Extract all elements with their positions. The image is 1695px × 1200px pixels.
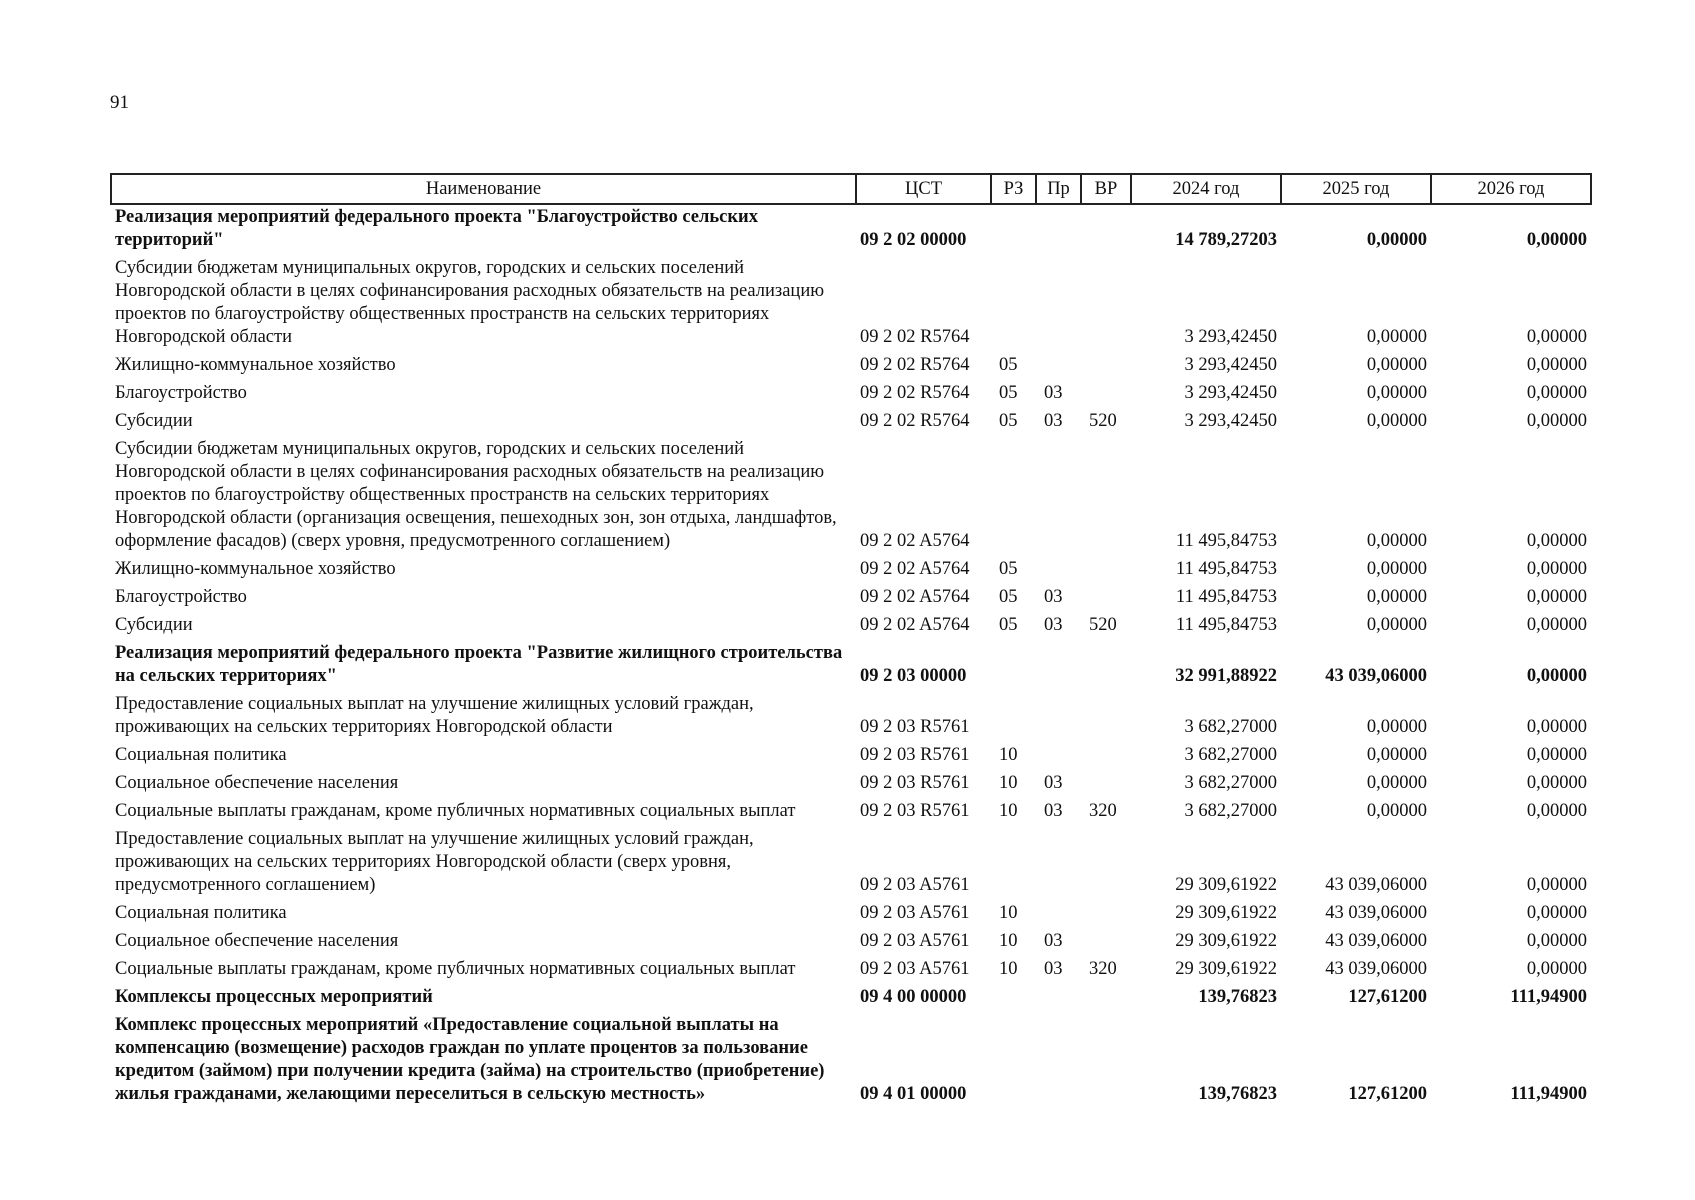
header-vr: ВР — [1081, 174, 1131, 204]
header-cst: ЦСТ — [856, 174, 991, 204]
cell-rz — [991, 641, 1036, 692]
header-pr: Пр — [1036, 174, 1081, 204]
cell-pr: 03 — [1044, 615, 1063, 635]
cell-vr — [1081, 929, 1131, 957]
cell-vr — [1081, 743, 1131, 771]
cell-2026: 0,00000 — [1526, 383, 1587, 403]
cell-name: Благоустройство — [115, 383, 247, 403]
cell-rz: 05 — [999, 411, 1018, 431]
cell-pr — [1036, 827, 1081, 901]
cell-pr — [1036, 204, 1081, 256]
cell-2026: 0,00000 — [1526, 531, 1587, 551]
cell-2024: 139,76823 — [1198, 1084, 1277, 1104]
cell-2025: 0,00000 — [1366, 615, 1427, 635]
cell-name: Субсидии бюджетам муниципальных округов, городских и сельских поселений Новгородской области в целях софинансирования расходных обязательств на реализацию проектов по благоустройству общественных пространств на сельских территориях Новгородской области — [115, 258, 825, 347]
cell-pr — [1036, 641, 1081, 692]
cell-pr: 03 — [1044, 959, 1063, 979]
cell-vr — [1081, 381, 1131, 409]
table-row — [111, 585, 1591, 613]
cell-cst: 09 2 03 A5761 — [860, 903, 970, 923]
table-row — [111, 204, 1591, 256]
cell-rz: 10 — [999, 801, 1018, 821]
table-row — [111, 985, 1591, 1013]
cell-name: Субсидии — [115, 615, 193, 635]
cell-name: Предоставление социальных выплат на улучшение жилищных условий граждан, проживающих на сельских территориях Новгородской области (сверх уровня, предусмотренного соглашением) — [115, 829, 754, 895]
cell-vr — [1081, 771, 1131, 799]
cell-cst: 09 2 02 R5764 — [860, 411, 970, 431]
cell-name: Жилищно-коммунальное хозяйство — [115, 559, 396, 579]
cell-2026: 0,00000 — [1526, 931, 1587, 951]
cell-rz: 05 — [999, 383, 1018, 403]
cell-pr: 03 — [1044, 383, 1063, 403]
cell-cst: 09 4 01 00000 — [860, 1084, 967, 1104]
cell-2024: 3 293,42450 — [1184, 411, 1277, 431]
header-2024: 2024 год — [1131, 174, 1281, 204]
cell-vr — [1081, 204, 1131, 256]
cell-2025: 0,00000 — [1366, 230, 1427, 250]
cell-name: Субсидии бюджетам муниципальных округов, городских и сельских поселений Новгородской области в целях софинансирования расходных обязательств на реализацию проектов по благоустройству общественных пространств на сельских территориях Новгородской области (организация освещения, пешеходных зон, зон отдыха, ландшафтов, оформление фасадов) (сверх уровня, предусмотренного соглашением) — [115, 439, 837, 551]
cell-2024: 29 309,61922 — [1175, 959, 1277, 979]
cell-2025: 0,00000 — [1366, 801, 1427, 821]
cell-rz: 10 — [999, 773, 1018, 793]
cell-vr: 520 — [1089, 615, 1117, 635]
cell-cst: 09 2 03 A5761 — [860, 875, 970, 895]
cell-2025: 0,00000 — [1366, 355, 1427, 375]
cell-vr — [1081, 585, 1131, 613]
cell-rz — [991, 437, 1036, 557]
table-row — [111, 771, 1591, 799]
cell-rz: 10 — [999, 745, 1018, 765]
cell-2025: 127,61200 — [1348, 1084, 1427, 1104]
cell-rz: 10 — [999, 931, 1018, 951]
cell-2025: 0,00000 — [1366, 587, 1427, 607]
cell-pr: 03 — [1044, 801, 1063, 821]
cell-2026: 111,94900 — [1510, 1084, 1587, 1104]
cell-vr — [1081, 256, 1131, 353]
cell-2024: 3 293,42450 — [1184, 355, 1277, 375]
cell-cst: 09 2 02 R5764 — [860, 355, 970, 375]
cell-rz — [991, 827, 1036, 901]
table-row — [111, 437, 1591, 557]
cell-2026: 0,00000 — [1526, 587, 1587, 607]
cell-cst: 09 2 03 R5761 — [860, 773, 970, 793]
table-row — [111, 557, 1591, 585]
cell-rz: 05 — [999, 587, 1018, 607]
cell-2026: 0,00000 — [1526, 959, 1587, 979]
table-row — [111, 1013, 1591, 1110]
cell-rz: 05 — [999, 355, 1018, 375]
table-body — [111, 204, 1591, 1110]
cell-rz — [991, 1013, 1036, 1110]
table-row — [111, 957, 1591, 985]
cell-cst: 09 2 03 A5761 — [860, 959, 970, 979]
cell-pr: 03 — [1044, 931, 1063, 951]
cell-2024: 3 682,27000 — [1184, 745, 1277, 765]
cell-2024: 14 789,27203 — [1175, 230, 1277, 250]
header-2025: 2025 год — [1281, 174, 1431, 204]
cell-name: Социальные выплаты гражданам, кроме публичных нормативных социальных выплат — [115, 959, 796, 979]
cell-pr — [1036, 353, 1081, 381]
cell-2026: 0,00000 — [1526, 773, 1587, 793]
table-row — [111, 381, 1591, 409]
cell-pr — [1036, 437, 1081, 557]
cell-vr: 520 — [1089, 411, 1117, 431]
table-row — [111, 641, 1591, 692]
header-rz: РЗ — [991, 174, 1036, 204]
header-2026: 2026 год — [1431, 174, 1591, 204]
cell-name: Благоустройство — [115, 587, 247, 607]
cell-pr — [1036, 692, 1081, 743]
cell-cst: 09 2 02 R5764 — [860, 327, 970, 347]
table-row — [111, 353, 1591, 381]
cell-vr: 320 — [1089, 959, 1117, 979]
cell-2024: 32 991,88922 — [1175, 666, 1277, 686]
cell-vr — [1081, 901, 1131, 929]
cell-2024: 3 293,42450 — [1184, 327, 1277, 347]
cell-pr: 03 — [1044, 773, 1063, 793]
cell-rz: 05 — [999, 559, 1018, 579]
cell-pr — [1036, 256, 1081, 353]
cell-2026: 0,00000 — [1526, 559, 1587, 579]
cell-2026: 0,00000 — [1526, 411, 1587, 431]
cell-2024: 29 309,61922 — [1175, 875, 1277, 895]
table-row — [111, 692, 1591, 743]
cell-2025: 127,61200 — [1348, 987, 1427, 1007]
cell-2026: 0,00000 — [1526, 801, 1587, 821]
cell-vr: 320 — [1089, 801, 1117, 821]
cell-2024: 3 293,42450 — [1184, 383, 1277, 403]
cell-cst: 09 4 00 00000 — [860, 987, 967, 1007]
cell-2024: 3 682,27000 — [1184, 717, 1277, 737]
cell-2026: 0,00000 — [1526, 717, 1587, 737]
table-row — [111, 901, 1591, 929]
header-name: Наименование — [111, 174, 856, 204]
table-row — [111, 256, 1591, 353]
cell-2024: 11 495,84753 — [1175, 615, 1277, 635]
cell-pr: 03 — [1044, 587, 1063, 607]
cell-vr — [1081, 1013, 1131, 1110]
cell-2026: 0,00000 — [1526, 903, 1587, 923]
cell-name: Социальное обеспечение населения — [115, 773, 399, 793]
cell-name: Жилищно-коммунальное хозяйство — [115, 355, 396, 375]
cell-2026: 0,00000 — [1526, 327, 1587, 347]
budget-table — [110, 173, 1592, 1110]
cell-vr — [1081, 692, 1131, 743]
cell-2026: 0,00000 — [1526, 666, 1587, 686]
cell-cst: 09 2 02 A5764 — [860, 559, 970, 579]
cell-vr — [1081, 641, 1131, 692]
table-row — [111, 409, 1591, 437]
cell-cst: 09 2 03 R5761 — [860, 717, 970, 737]
table-row — [111, 613, 1591, 641]
cell-2024: 11 495,84753 — [1175, 531, 1277, 551]
cell-2025: 0,00000 — [1366, 773, 1427, 793]
cell-2025: 43 039,06000 — [1325, 903, 1427, 923]
cell-rz: 05 — [999, 615, 1018, 635]
cell-cst: 09 2 02 R5764 — [860, 383, 970, 403]
cell-2025: 43 039,06000 — [1325, 959, 1427, 979]
page-number: 91 — [110, 92, 129, 113]
cell-2025: 43 039,06000 — [1325, 875, 1427, 895]
cell-rz: 10 — [999, 959, 1018, 979]
cell-cst: 09 2 02 A5764 — [860, 531, 970, 551]
table-row — [111, 743, 1591, 771]
cell-2026: 0,00000 — [1526, 230, 1587, 250]
cell-rz — [991, 256, 1036, 353]
cell-pr — [1036, 1013, 1081, 1110]
cell-pr — [1036, 743, 1081, 771]
cell-name: Социальные выплаты гражданам, кроме публичных нормативных социальных выплат — [115, 801, 796, 821]
cell-cst: 09 2 02 A5764 — [860, 587, 970, 607]
cell-2024: 11 495,84753 — [1175, 587, 1277, 607]
table-row — [111, 929, 1591, 957]
cell-vr — [1081, 437, 1131, 557]
table-row — [111, 827, 1591, 901]
budget-table-container — [110, 173, 1590, 1110]
cell-vr — [1081, 827, 1131, 901]
cell-name: Социальная политика — [115, 903, 287, 923]
cell-pr: 03 — [1044, 411, 1063, 431]
cell-rz — [991, 692, 1036, 743]
cell-2025: 0,00000 — [1366, 559, 1427, 579]
cell-pr — [1036, 985, 1081, 1013]
cell-2025: 0,00000 — [1366, 411, 1427, 431]
cell-name: Социальная политика — [115, 745, 287, 765]
table-header-row — [111, 174, 1591, 204]
cell-2024: 29 309,61922 — [1175, 931, 1277, 951]
cell-cst: 09 2 03 00000 — [860, 666, 967, 686]
cell-name: Социальное обеспечение населения — [115, 931, 399, 951]
cell-vr — [1081, 985, 1131, 1013]
cell-2026: 0,00000 — [1526, 745, 1587, 765]
cell-cst: 09 2 03 A5761 — [860, 931, 970, 951]
cell-name: Предоставление социальных выплат на улучшение жилищных условий граждан, проживающих на сельских территориях Новгородской области — [115, 694, 754, 737]
cell-cst: 09 2 03 R5761 — [860, 801, 970, 821]
table-row — [111, 799, 1591, 827]
cell-2026: 0,00000 — [1526, 355, 1587, 375]
cell-rz: 10 — [999, 903, 1018, 923]
cell-2024: 139,76823 — [1198, 987, 1277, 1007]
cell-name: Реализация мероприятий федерального проекта "Развитие жилищного строительства на сельских территориях" — [115, 643, 843, 686]
cell-rz — [991, 204, 1036, 256]
cell-2024: 3 682,27000 — [1184, 773, 1277, 793]
cell-pr — [1036, 901, 1081, 929]
cell-name: Субсидии — [115, 411, 193, 431]
cell-cst: 09 2 02 A5764 — [860, 615, 970, 635]
cell-vr — [1081, 557, 1131, 585]
cell-2025: 0,00000 — [1366, 717, 1427, 737]
cell-cst: 09 2 03 R5761 — [860, 745, 970, 765]
cell-pr — [1036, 557, 1081, 585]
cell-2024: 3 682,27000 — [1184, 801, 1277, 821]
cell-vr — [1081, 353, 1131, 381]
cell-2025: 0,00000 — [1366, 327, 1427, 347]
cell-rz — [991, 985, 1036, 1013]
cell-cst: 09 2 02 00000 — [860, 230, 967, 250]
cell-name: Комплекс процессных мероприятий «Предоставление социальной выплаты на компенсацию (возмещение) расходов граждан по уплате процентов за пользование кредитом (займом) при получении кредита (займа) на строительство (приобретение) жилья гражданами, желающими переселиться в сельскую местность» — [115, 1015, 825, 1104]
cell-2024: 11 495,84753 — [1175, 559, 1277, 579]
cell-2025: 0,00000 — [1366, 383, 1427, 403]
cell-2026: 0,00000 — [1526, 615, 1587, 635]
table-header — [111, 174, 1591, 204]
cell-2025: 0,00000 — [1366, 745, 1427, 765]
cell-2026: 111,94900 — [1510, 987, 1587, 1007]
cell-2024: 29 309,61922 — [1175, 903, 1277, 923]
cell-2025: 43 039,06000 — [1325, 666, 1427, 686]
cell-2025: 43 039,06000 — [1325, 931, 1427, 951]
cell-name: Реализация мероприятий федерального проекта "Благоустройство сельских территорий" — [115, 207, 758, 250]
cell-name: Комплексы процессных мероприятий — [115, 987, 433, 1007]
cell-2025: 0,00000 — [1366, 531, 1427, 551]
cell-2026: 0,00000 — [1526, 875, 1587, 895]
